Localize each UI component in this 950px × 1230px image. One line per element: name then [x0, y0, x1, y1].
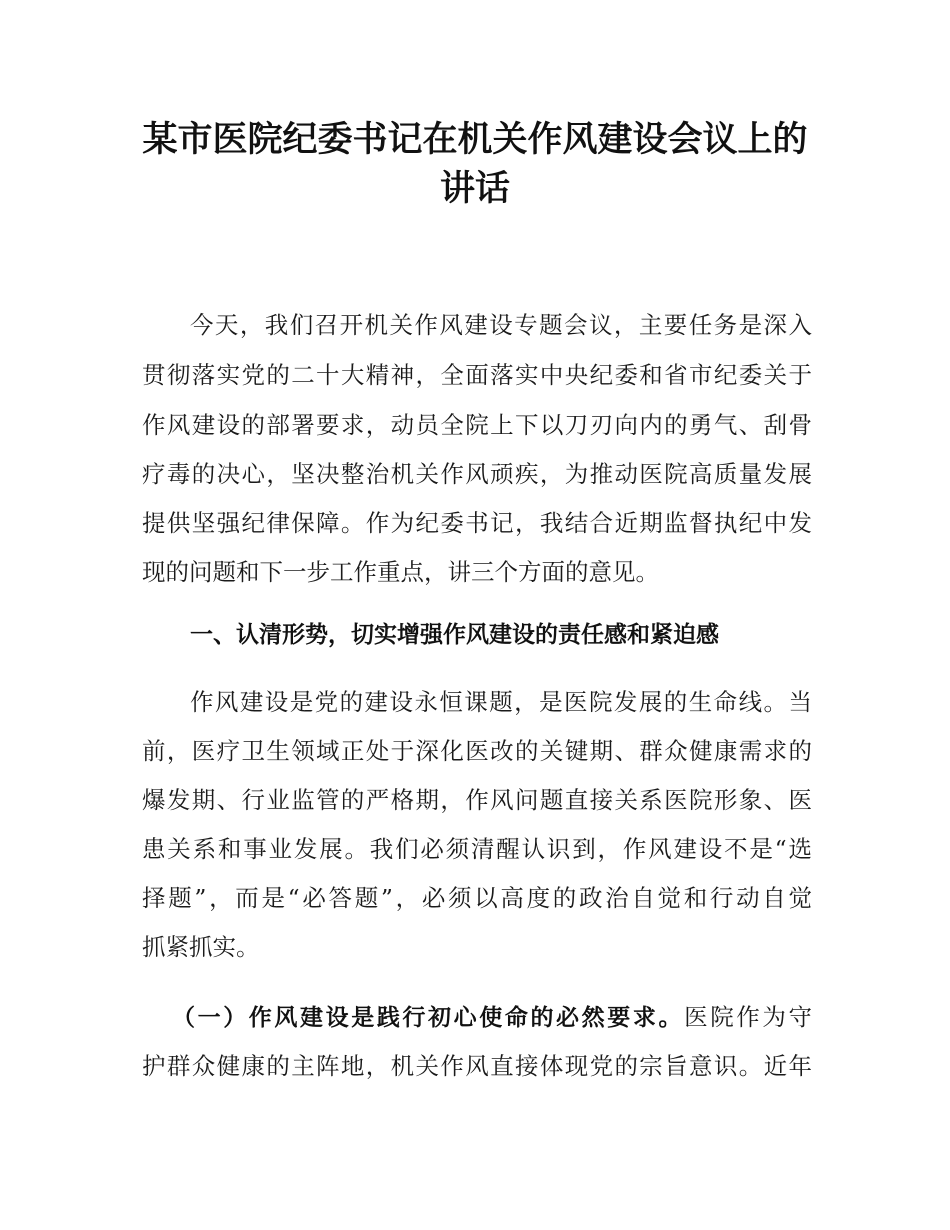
paragraph-2-line: 患关系和事业发展。我们必须清醒认识到，作风建设不是“选: [142, 835, 812, 863]
paragraph-1-line: 现的问题和下一步工作重点，讲三个方面的意见。: [142, 558, 659, 586]
paragraph-1-line: 提供坚强纪律保障。作为纪委书记，我结合近期监督执纪中发: [142, 509, 812, 537]
paragraph-3-line-1-rest: 医院作为守: [684, 1003, 813, 1031]
paragraph-1-line: 贯彻落实党的二十大精神，全面落实中央纪委和省市纪委关于: [142, 361, 812, 389]
paragraph-2-line: 前，医疗卫生领域正处于深化医改的关键期、群众健康需求的: [142, 737, 812, 765]
subsection-lead-bold: （一）作风建设是践行初心使命的必然要求。: [172, 1005, 685, 1031]
document-title-line-2: 讲话: [439, 169, 510, 209]
paragraph-2-line: 作风建设是党的建设永恒课题，是医院发展的生命线。当: [190, 688, 812, 716]
document-title-line-1: 某市医院纪委书记在机关作风建设会议上的: [142, 120, 808, 160]
section-heading-1: 一、认清形势，切实增强作风建设的责任感和紧迫感: [190, 622, 719, 648]
paragraph-2-line: 爆发期、行业监管的严格期，作风问题直接关系医院形象、医: [142, 786, 812, 814]
paragraph-2-line: 择题”，而是“必答题”，必须以高度的政治自觉和行动自觉: [142, 884, 812, 912]
paragraph-2-line: 抓紧抓实。: [142, 933, 260, 961]
paragraph-1-line: 今天，我们召开机关作风建设专题会议，主要任务是深入: [190, 311, 812, 339]
paragraph-3-line-2: 护群众健康的主阵地，机关作风直接体现党的宗旨意识。近年: [142, 1052, 812, 1080]
paragraph-1-line: 疗毒的决心，坚决整治机关作风顽疾，为推动医院高质量发展: [142, 460, 812, 488]
paragraph-1-line: 作风建设的部署要求，动员全院上下以刀刃向内的勇气、刮骨: [142, 411, 812, 439]
paragraph-3-line-1: [142, 992, 812, 1042]
